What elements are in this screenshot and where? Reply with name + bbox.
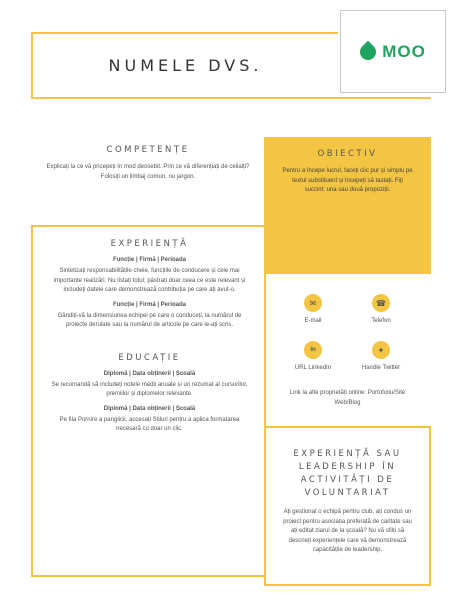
competente-title[interactable]: COMPETENȚE	[106, 145, 190, 155]
contact-other[interactable]: Link la alte proprietăți online: Portofoliu/Site Web/Blog	[289, 390, 406, 406]
obiectiv-title[interactable]: OBIECTIV	[317, 149, 378, 159]
contact-email-label[interactable]: E-mail	[304, 318, 322, 324]
logo-text: MOO	[382, 41, 426, 61]
moo-drop-icon	[357, 40, 380, 63]
experienta-title[interactable]: EXPERIENȚĂ	[110, 239, 189, 249]
voluntariat-text[interactable]: Ați gestionat o echipă pentru club, ați condus un proiect pentru asociația preferată de caritate sau ați editat ziarul de la școală? Nu vă sfiiți să descrieți experiențele care vă demonstrează capacitățile de leadership.	[283, 509, 412, 553]
twitter-icon: ✦	[372, 341, 390, 359]
competente-text[interactable]: Explicați la ce vă pricepeți în mod deosebit. Prin ce vă diferențiați de ceilalți? Folosiți un limbaj comun, nu jargon.	[46, 164, 250, 180]
resume-name[interactable]: NUMELE DVS.	[108, 56, 263, 75]
obiectiv-section	[264, 137, 431, 274]
edu-text[interactable]: Se recomandă să includeți notele medii anuale și un rezumat al cursurilor, premiilor și diplomelor relevante.	[51, 381, 248, 397]
edu-text[interactable]: Pe fila Pornire a panglicii, accesați Stiluri pentru a aplica formatarea necesară cu doar un clic.	[59, 416, 240, 432]
contact-twitter[interactable]	[346, 341, 416, 371]
edu-heading[interactable]: Diplomă | Data obținerii | Școală	[103, 370, 196, 377]
contact-linkedin[interactable]	[278, 341, 348, 371]
contact-phone[interactable]	[346, 294, 416, 324]
name-box	[31, 32, 338, 99]
competente-section	[40, 145, 256, 182]
contact-linkedin-label[interactable]: URL LinkedIn	[294, 365, 332, 371]
phone-icon: ☎	[372, 294, 390, 312]
job-heading[interactable]: Funcție | Firmă | Perioada	[112, 257, 187, 263]
contact-phone-label[interactable]: Telefon	[371, 318, 391, 324]
name-underline	[338, 97, 431, 99]
logo-box	[340, 10, 446, 93]
job-text[interactable]: Gândiți-vă la dimensiunea echipei pe care o conduceți, la numărul de proiecte derulate sau la numărul de articole pe care le-ați scris.	[57, 312, 242, 328]
voluntariat-title[interactable]: EXPERIENȚĂ SAU LEADERSHIP ÎN ACTIVITĂȚI DE VOLUNTARIAT	[293, 449, 402, 498]
contact-email[interactable]	[278, 294, 348, 324]
contact-twitter-label[interactable]: Handle Twitter	[361, 365, 401, 371]
educatie-title[interactable]: EDUCAȚIE	[118, 352, 181, 363]
edu-heading[interactable]: Diplomă | Data obținerii | Școală	[103, 405, 196, 412]
voluntariat-section	[264, 426, 431, 586]
linkedin-icon: in	[304, 341, 322, 359]
job-heading[interactable]: Funcție | Firmă | Perioada	[112, 301, 187, 308]
envelope-icon: ✉	[304, 294, 322, 312]
obiectiv-text[interactable]: Pentru a începe lucrul, faceți clic pur și simplu pe textul substituent și începeți să tastați. Fiți succint: una sau două propoziții.	[282, 168, 413, 193]
experienta-box	[31, 225, 264, 577]
job-text[interactable]: Sintetizați responsabilitățile cheie, funcțiile de conducere și cele mai importante realizări. Nu listați totul; păstrați doar ceea ce este relevant și includeți datele care demonstrează contribuția pe care ați avut-o.	[53, 268, 246, 293]
